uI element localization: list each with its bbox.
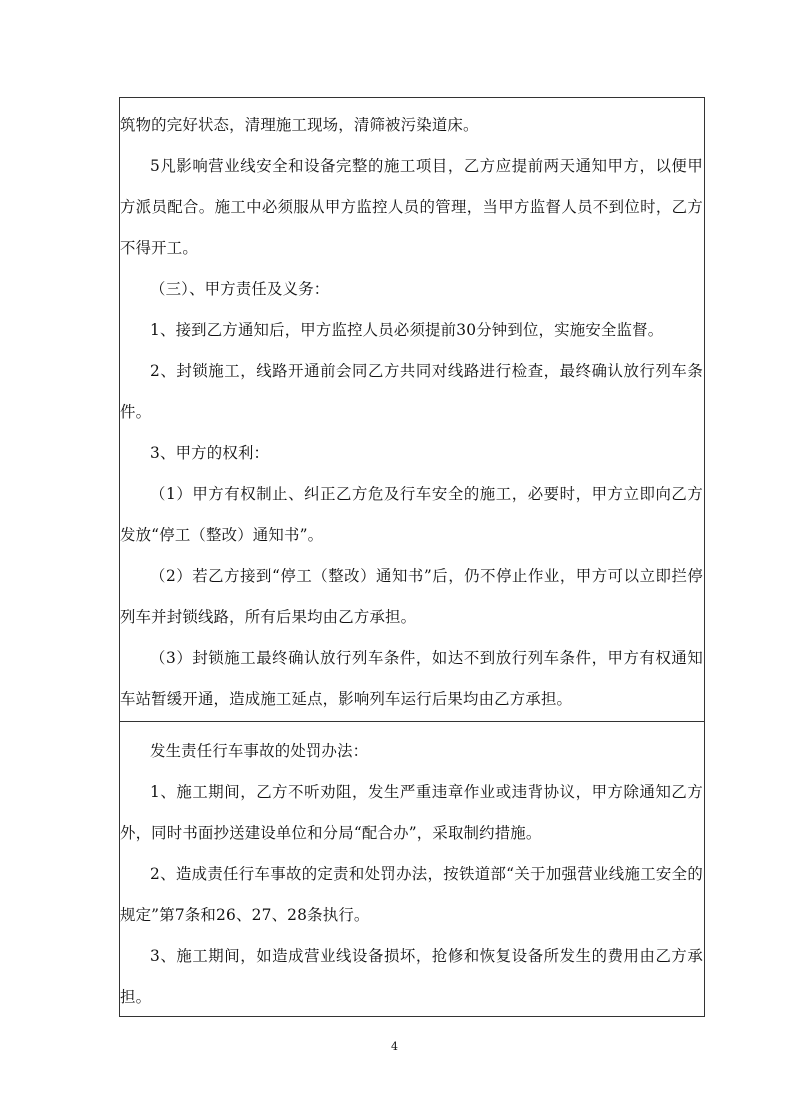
section-heading: 发生责任行车事故的处罚办法： [150,742,369,760]
paragraph: （2）若乙方接到“停工（整改）通知书”后，仍不停止作业，甲方可以立即拦停列车并封锁线路，所有后果均由乙方承担。 [120,567,703,626]
page-number: 4 [391,1040,398,1053]
paragraph: （1）甲方有权制止、纠正乙方危及行车安全的施工，必要时，甲方立即向乙方发放“停工（整改）通知书”。 [120,485,703,544]
paragraph: 2、造成责任行车事故的定责和处罚办法，按铁道部“关于加强营业线施工安全的规定”第7条和26、27、28条执行。 [120,865,703,924]
paragraph: 3、施工期间，如造成营业线设备损坏，抢修和恢复设备所发生的费用由乙方承担。 [120,947,703,1006]
paragraph: 2、封锁施工，线路开通前会同乙方共同对线路进行检查，最终确认放行列车条件。 [120,362,703,421]
paragraph: （3）封锁施工最终确认放行列车条件，如达不到放行列车条件，甲方有权通知车站暂缓开通，造成施工延点，影响列车运行后果均由乙方承担。 [120,649,703,708]
contract-table [119,97,705,1017]
table-cell-obligations [120,98,704,722]
paragraph: 1、施工期间，乙方不听劝阻，发生严重违章作业或违背协议，甲方除通知乙方外，同时书面抄送建设单位和分局“配合办”，采取制约措施。 [120,783,703,842]
paragraph: 1、接到乙方通知后，甲方监控人员必须提前30分钟到位，实施安全监督。 [150,321,664,339]
paragraph: 3、甲方的权利： [150,444,270,462]
paragraph: 筑物的完好状态，清理施工现场，清筛被污染道床。 [120,116,479,134]
paragraph: 5凡影响营业线安全和设备完整的施工项目，乙方应提前两天通知甲方，以便甲方派员配合。施工中必须服从甲方监控人员的管理，当甲方监督人员不到位时，乙方不得开工。 [120,157,703,257]
table-cell-penalties [120,722,704,1016]
section-heading: （三）、甲方责任及义务： [150,280,330,298]
